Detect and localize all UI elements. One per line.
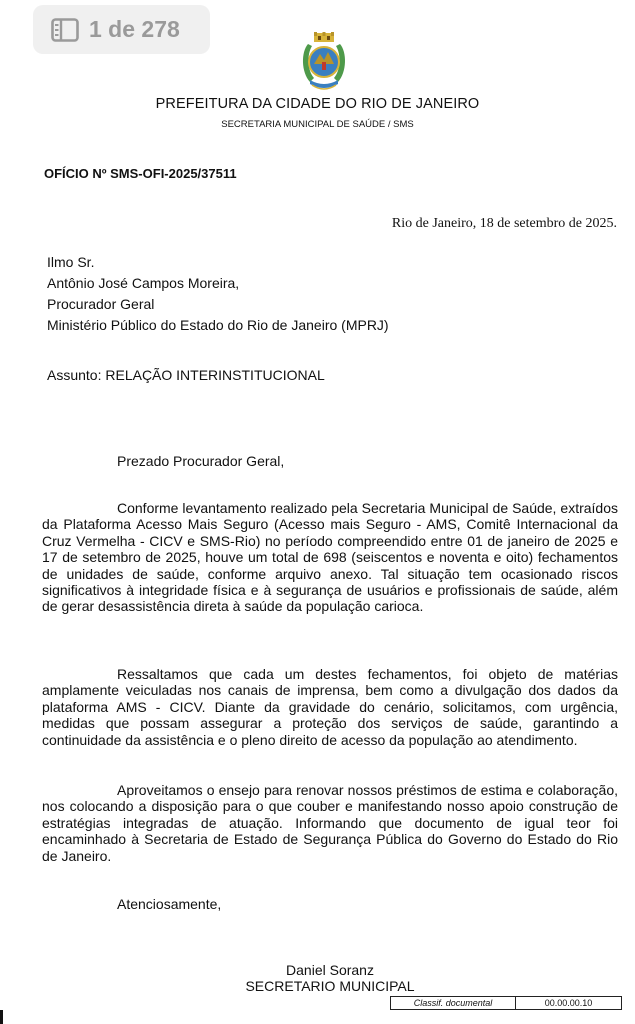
- recipient-line: Procurador Geral: [47, 296, 155, 312]
- signatory-name: Daniel Soranz: [286, 962, 374, 978]
- body-paragraph: Ressaltamos que cada um destes fechamentos, foi objeto de matérias amplamente veiculadas nos canais de imprensa, bem como a divulgação dos dados da plataforma AMS - CICV. Diante da gravidade do cenário, solicitamos, com urgência, medidas que possam assegurar a proteção dos serviços de saúde, garantindo a continuidade da assistência e o pleno direito de acesso da população ao atendimento.: [42, 666, 618, 748]
- document-classification: [390, 996, 622, 1010]
- recipient-block: [47, 252, 389, 336]
- subject-line: Assunto: RELAÇÃO INTERINSTITUCIONAL: [47, 367, 325, 383]
- classification-label: Classif. documental: [391, 997, 516, 1009]
- closing: Atenciosamente,: [117, 896, 222, 912]
- edge-mark: [0, 1010, 3, 1024]
- classification-code: 00.00.00.10: [544, 998, 593, 1008]
- city-coat-of-arms-icon: [298, 32, 350, 94]
- recipient-line: Ilmo Sr.: [47, 254, 95, 270]
- header-subtitle: SECRETARIA MUNICIPAL DE SAÚDE / SMS: [221, 119, 414, 130]
- recipient-line: Antônio José Campos Moreira,: [47, 275, 240, 291]
- body-paragraph: Aproveitamos o ensejo para renovar nossos préstimos de estima e colaboração, nos colocando a disposição para o que couber e manifestando nosso apoio construção de estratégias integradas de atuação. Informando que documento de igual teor foi encaminhado à Secretaria de Estado de Segurança Pública do Governo do Estado do Rio de Janeiro.: [42, 782, 618, 864]
- recipient-line: Ministério Público do Estado do Rio de Janeiro (MPRJ): [47, 317, 389, 333]
- body-paragraph: Conforme levantamento realizado pela Secretaria Municipal de Saúde, extraídos da Plataforma Acesso Mais Seguro (Acesso mais Seguro - AMS, Comitê Internacional da Cruz Vermelha - CICV e SMS-Rio) no período compreendido entre 01 de janeiro de 2025 e 17 de setembro de 2025, houve um total de 698 (seiscentos e noventa e oito) fechamentos de unidades de saúde, conforme arquivo anexo. Tal situação tem ocasionado riscos significativos à integridade física e à segurança de usuários e profissionais de saúde, além de gerar desassistência direta à saúde da população carioca.: [42, 500, 618, 615]
- salutation: Prezado Procurador Geral,: [117, 453, 285, 469]
- header-title: PREFEITURA DA CIDADE DO RIO DE JANEIRO: [155, 96, 480, 112]
- sidebar-panel-icon: [51, 18, 79, 42]
- page-indicator[interactable]: [33, 5, 210, 54]
- page-indicator-text: 1 de 278: [89, 16, 180, 42]
- signatory-role: SECRETARIO MUNICIPAL: [245, 978, 415, 994]
- office-number: OFÍCIO Nº SMS-OFI-2025/37511: [44, 166, 237, 181]
- date-line: Rio de Janeiro, 18 de setembro de 2025.: [391, 216, 617, 231]
